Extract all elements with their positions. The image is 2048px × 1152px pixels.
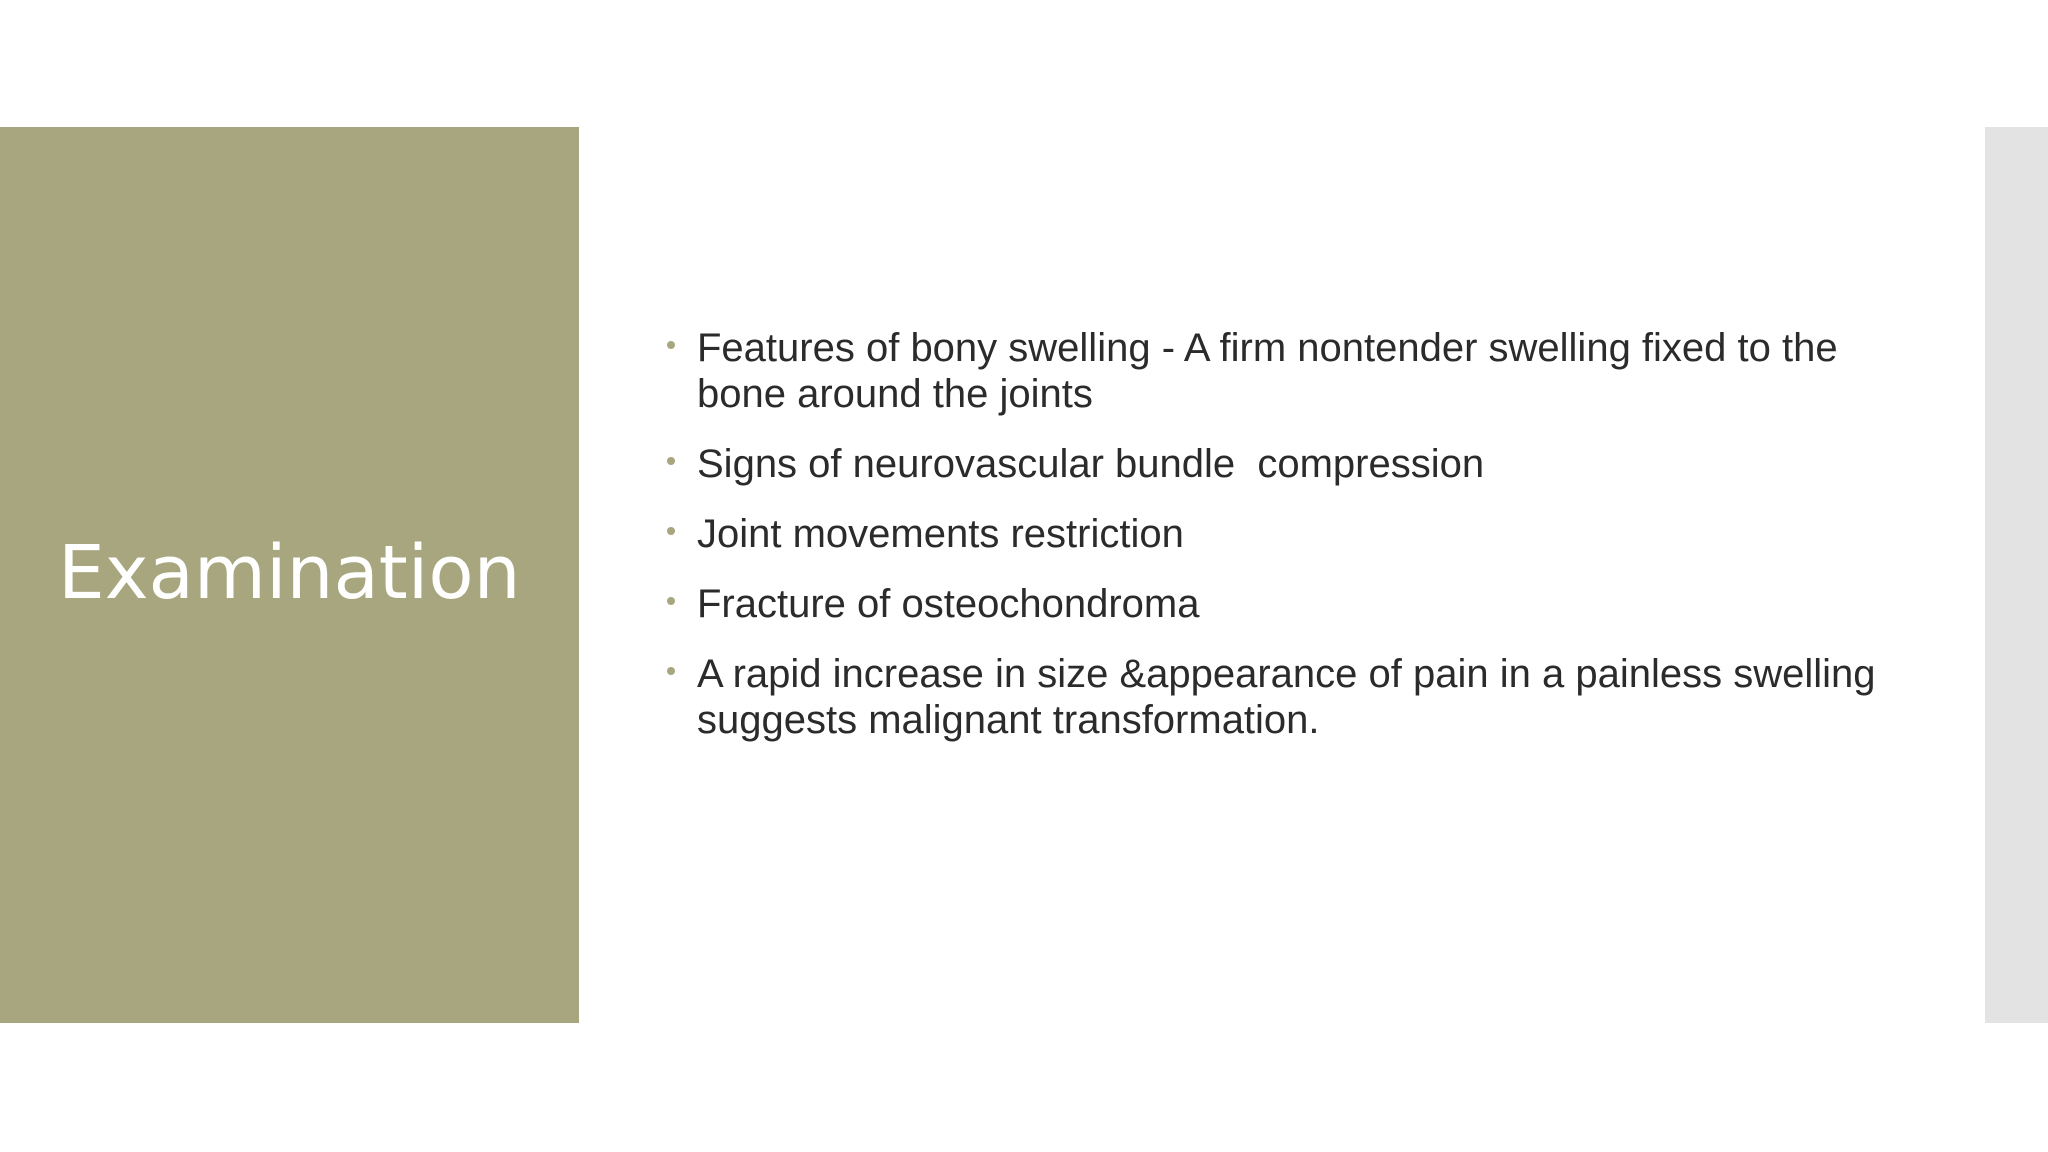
bullet-text: Joint movements restriction — [697, 512, 1184, 556]
bullet-dot-icon — [667, 341, 675, 349]
bullet-list — [663, 325, 1893, 767]
bullet-item — [663, 651, 1893, 743]
bullet-text: A rapid increase in size &appearance of pain in a painless swelling suggests malignant transformation. — [697, 652, 1887, 742]
slide-title: Examination — [58, 530, 521, 616]
bullet-text: Fracture of osteochondroma — [697, 582, 1200, 626]
decorative-side-bar — [1985, 127, 2048, 1023]
bullet-item — [663, 511, 1893, 557]
bullet-dot-icon — [667, 597, 675, 605]
bullet-dot-icon — [667, 667, 675, 675]
bullet-dot-icon — [667, 457, 675, 465]
bullet-dot-icon — [667, 527, 675, 535]
bullet-text: Features of bony swelling - A firm nontender swelling fixed to the bone around the joints — [697, 326, 1849, 416]
bullet-text: Signs of neurovascular bundle compression — [697, 442, 1485, 486]
bullet-item — [663, 441, 1893, 487]
bullet-item — [663, 325, 1893, 417]
bullet-item — [663, 581, 1893, 627]
